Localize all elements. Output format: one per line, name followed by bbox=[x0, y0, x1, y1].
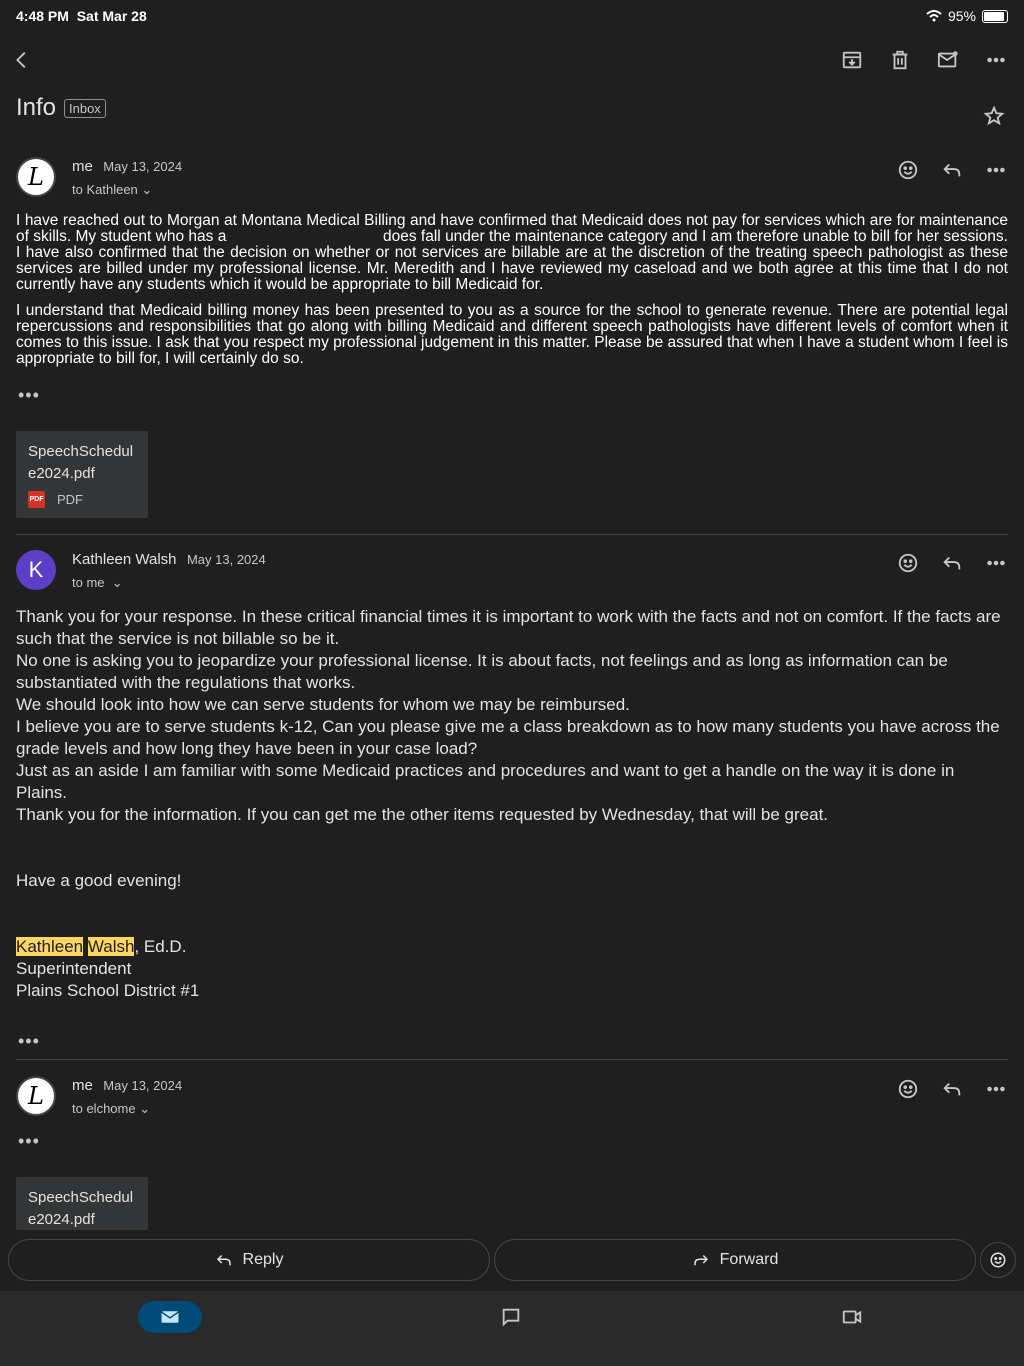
battery-percent: 95% bbox=[947, 8, 976, 24]
reply-icon[interactable] bbox=[936, 1073, 968, 1105]
avatar[interactable]: K bbox=[16, 550, 56, 590]
chevron-down-icon: ⌄ bbox=[141, 182, 153, 197]
bottom-nav bbox=[0, 1291, 1024, 1366]
nav-meet[interactable] bbox=[820, 1301, 884, 1333]
star-icon[interactable] bbox=[978, 100, 1010, 132]
reply-button[interactable]: Reply bbox=[8, 1239, 490, 1281]
recipient-details[interactable]: to me ⌄ bbox=[72, 575, 123, 590]
battery-icon bbox=[982, 10, 1008, 23]
message-header[interactable] bbox=[72, 1077, 182, 1095]
reply-icon[interactable] bbox=[936, 547, 968, 579]
chat-icon bbox=[500, 1306, 522, 1328]
more-icon[interactable] bbox=[980, 44, 1012, 76]
avatar[interactable]: L bbox=[16, 1076, 56, 1116]
attachment-name: SpeechSchedul e2024.pdf bbox=[28, 1189, 134, 1228]
attachment-type: PDF PDF bbox=[29, 492, 83, 507]
divider bbox=[16, 534, 1008, 535]
subject-title: Info bbox=[16, 94, 57, 121]
message-date: May 13, 2024 bbox=[103, 1078, 183, 1093]
pdf-icon: PDF bbox=[28, 491, 45, 508]
nav-chat[interactable] bbox=[479, 1301, 543, 1333]
message-header[interactable] bbox=[72, 551, 266, 569]
chevron-down-icon: ⌄ bbox=[111, 575, 123, 590]
nav-mail[interactable] bbox=[138, 1301, 202, 1333]
more-icon[interactable] bbox=[980, 547, 1012, 579]
wifi-icon bbox=[926, 10, 942, 22]
chevron-down-icon: ⌄ bbox=[139, 1101, 151, 1116]
reply-icon bbox=[215, 1251, 233, 1269]
emoji-icon bbox=[989, 1251, 1007, 1269]
divider bbox=[16, 1059, 1008, 1060]
emoji-react-icon[interactable] bbox=[892, 154, 924, 186]
more-icon[interactable] bbox=[980, 1073, 1012, 1105]
redacted-text bbox=[231, 231, 379, 243]
emoji-react-button[interactable] bbox=[980, 1242, 1016, 1278]
message-header[interactable] bbox=[72, 158, 182, 176]
sender-name: Kathleen Walsh bbox=[72, 551, 177, 568]
back-arrow-icon[interactable] bbox=[6, 44, 38, 76]
attachment-card[interactable] bbox=[16, 1177, 148, 1230]
show-trimmed-icon[interactable]: ••• bbox=[18, 385, 40, 405]
emoji-react-icon[interactable] bbox=[892, 547, 924, 579]
trash-icon[interactable] bbox=[884, 44, 916, 76]
recipient-details[interactable]: to Kathleen ⌄ bbox=[72, 182, 153, 197]
message-body: Thank you for your response. In these critical financial times it is important to work with the facts and not on comfort. If the facts are such that the service is not billable so be it. No one is asking you to jeopardize your professional license. It is about facts, not feelings and as long as information can be substantiated with the regulations that works. We should look into how we can serve students for whom we may be reimbursed. I believe you are to serve students k-12, Can you please give me a class breakdown as to how many students you have across the grade levels and how long they have been in your case load? Just as an aside I am familiar with some Medicaid practices and procedures and want to get a handle on the way it is done in Plains. Thank you for the information. If you can get me the other items requested by Wednesday, that will be great. Have a good evening! Kathleen Walsh, Ed.D. Superintendent Plains School District #1 bbox=[16, 606, 1008, 1002]
more-icon[interactable] bbox=[980, 154, 1012, 186]
attachment-card[interactable] bbox=[16, 431, 148, 518]
status-right bbox=[926, 8, 1008, 24]
signature-name: Kathleen Walsh, Ed.D. bbox=[16, 937, 187, 956]
message-body: I have reached out to Morgan at Montana Medical Billing and have confirmed that Medicaid does not pay for services which are for maintenance of skills. My student who has a does fall under the maintenance category and I am therefore unable to bill for her sessions. I have also confirmed that the decision on whether or not services are billable are at the discretion of the treating speech pathologist as these services are billed under my professional license. Mr. Meredith and I have reviewed my caseload and we both agree at this time that I do not currently have any students which it would be appropriate to bill Medicaid for. I understand that Medicaid billing money has been presented to you as a source for the school to generate revenue. There are potential legal repercussions and responsibilities that go along with billing Medicaid and different speech pathologists have different levels of comfort when it comes to this issue. I ask that you respect my professional judgement in this matter. Please be assured that when I have a student whom I feel is appropriate to bill for, I will certainly do so. bbox=[16, 212, 1008, 367]
meet-icon bbox=[841, 1306, 863, 1328]
forward-button[interactable]: Forward bbox=[494, 1239, 976, 1281]
status-time: 4:48 PM Sat Mar 28 bbox=[16, 8, 147, 24]
status-bar bbox=[0, 0, 1024, 32]
show-trimmed-icon[interactable]: ••• bbox=[18, 1031, 40, 1051]
mail-icon bbox=[159, 1306, 181, 1328]
reply-icon[interactable] bbox=[936, 154, 968, 186]
mark-unread-icon[interactable] bbox=[932, 44, 964, 76]
label-badge[interactable]: Inbox bbox=[64, 99, 106, 118]
sender-name: me bbox=[72, 158, 93, 175]
message-date: May 13, 2024 bbox=[186, 552, 266, 567]
message-date: May 13, 2024 bbox=[103, 159, 183, 174]
avatar[interactable]: L bbox=[16, 157, 56, 197]
show-trimmed-icon[interactable]: ••• bbox=[18, 1131, 40, 1151]
emoji-react-icon[interactable] bbox=[892, 1073, 924, 1105]
attachment-name: SpeechSchedul e2024.pdf bbox=[28, 443, 134, 482]
recipient-details[interactable]: to elchome ⌄ bbox=[72, 1101, 151, 1116]
archive-icon[interactable] bbox=[836, 44, 868, 76]
forward-icon bbox=[692, 1251, 710, 1269]
sender-name: me bbox=[72, 1077, 93, 1094]
